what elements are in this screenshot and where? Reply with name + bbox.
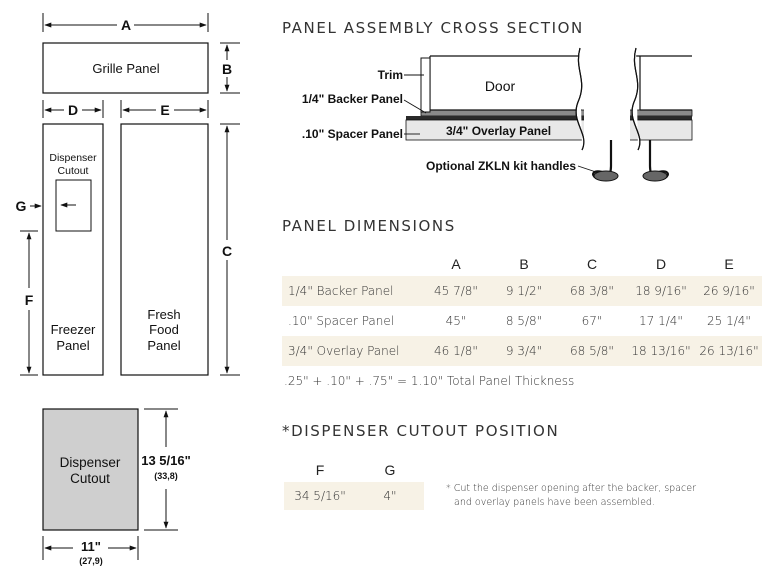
cell-value: 34 5/16" — [284, 482, 356, 510]
cell-value: 45 7/8" — [422, 276, 490, 306]
col-header-g: G — [384, 462, 396, 478]
spacer-panel-label: .10" Spacer Panel — [301, 127, 403, 141]
cutout-height-metric: (33,8) — [154, 471, 178, 481]
table-row — [282, 306, 762, 336]
cell-value: 8 5/8" — [505, 314, 543, 328]
cutout-width-metric: (27,9) — [79, 556, 103, 566]
cell-value: 68 3/8" — [558, 276, 626, 306]
cell-value: 67" — [581, 314, 603, 328]
fresh-label-1: Fresh — [147, 307, 181, 322]
grille-panel-label: Grille Panel — [92, 61, 160, 76]
freezer-label-2: Panel — [56, 338, 90, 353]
table-header-spacer — [282, 252, 422, 276]
cutout-position-title: *DISPENSER CUTOUT POSITION — [282, 422, 560, 440]
col-header-a: A — [451, 256, 461, 272]
cell-value: 4" — [356, 482, 424, 510]
thickness-note: .25" + .10" + .75" = 1.10" Total Panel Thickness — [284, 374, 575, 388]
col-header-f: F — [315, 462, 325, 478]
handles-label: Optional ZKLN kit handles — [425, 159, 576, 173]
panel-dimensions-table — [282, 252, 762, 366]
cell-value: 26 13/16" — [696, 336, 762, 366]
cross-section-title: PANEL ASSEMBLY CROSS SECTION — [282, 19, 584, 37]
cell-value: 9 3/4" — [490, 336, 558, 366]
table-row — [282, 276, 762, 306]
cell-value: 45" — [445, 314, 467, 328]
table-row — [284, 482, 424, 510]
cell-value: 68 5/8" — [558, 336, 626, 366]
trim-piece — [421, 58, 430, 112]
backer-panel-label: 1/4" Backer Panel — [301, 92, 403, 106]
handle-left-grip — [594, 171, 618, 181]
dim-f-label: F — [24, 292, 34, 308]
col-header-c: C — [586, 256, 598, 272]
panel-dimensions-title: PANEL DIMENSIONS — [282, 217, 456, 235]
dim-b-label: B — [221, 61, 233, 77]
dim-e-label: E — [160, 102, 170, 118]
handle-right-grip — [643, 171, 667, 181]
freezer-label-1: Freezer — [50, 322, 96, 337]
cell-value: 18 9/16" — [626, 276, 696, 306]
cell-value: 26 9/16" — [696, 276, 762, 306]
cell-value: 18 13/16" — [626, 336, 696, 366]
cell-value: 17 1/4" — [639, 314, 683, 328]
overlay-panel-label: 3/4" Overlay Panel — [446, 124, 552, 138]
fresh-label-3: Panel — [147, 338, 181, 353]
spacer-panel-layer — [406, 116, 692, 120]
cell-value: 46 1/8" — [422, 336, 490, 366]
row-label: 1/4" Backer Panel — [282, 276, 422, 306]
fresh-label-2: Food — [149, 322, 179, 337]
trim-label: Trim — [377, 68, 403, 82]
col-header-d: D — [655, 256, 667, 272]
col-header-e: E — [724, 256, 734, 272]
row-label: 3/4" Overlay Panel — [282, 336, 422, 366]
dim-d-label: D — [67, 102, 79, 118]
cutout-height-label: 13 5/16" — [141, 453, 191, 468]
backer-panel-layer — [421, 110, 692, 116]
cell-value: 9 1/2" — [490, 276, 558, 306]
cutout-detail-label-1: Dispenser — [59, 455, 121, 470]
cutout-footnote — [446, 482, 696, 510]
cutout-position-table — [284, 458, 424, 510]
cell-value: 25 1/4" — [707, 314, 751, 328]
table-row — [282, 336, 762, 366]
door-outline — [430, 56, 692, 110]
footnote-line-2: and overlay panels have been assembled. — [454, 497, 655, 508]
footnote-line-1: * Cut the dispenser opening after the backer, spacer — [446, 483, 697, 494]
dim-a-label: A — [120, 17, 132, 33]
cutout-width-label: 11" — [81, 539, 101, 554]
col-header-b: B — [519, 256, 529, 272]
cutout-detail-diagram — [43, 409, 191, 566]
row-label: .10" Spacer Panel — [288, 314, 395, 328]
dispenser-cutout-label-1: Dispenser — [49, 152, 97, 164]
dim-c-label: C — [221, 243, 233, 259]
cross-section-diagram — [302, 46, 692, 181]
dispenser-cutout-label-2: Cutout — [57, 165, 89, 177]
dim-g-label: G — [15, 198, 27, 214]
cutout-detail-label-2: Cutout — [70, 471, 110, 486]
door-label: Door — [484, 78, 516, 94]
